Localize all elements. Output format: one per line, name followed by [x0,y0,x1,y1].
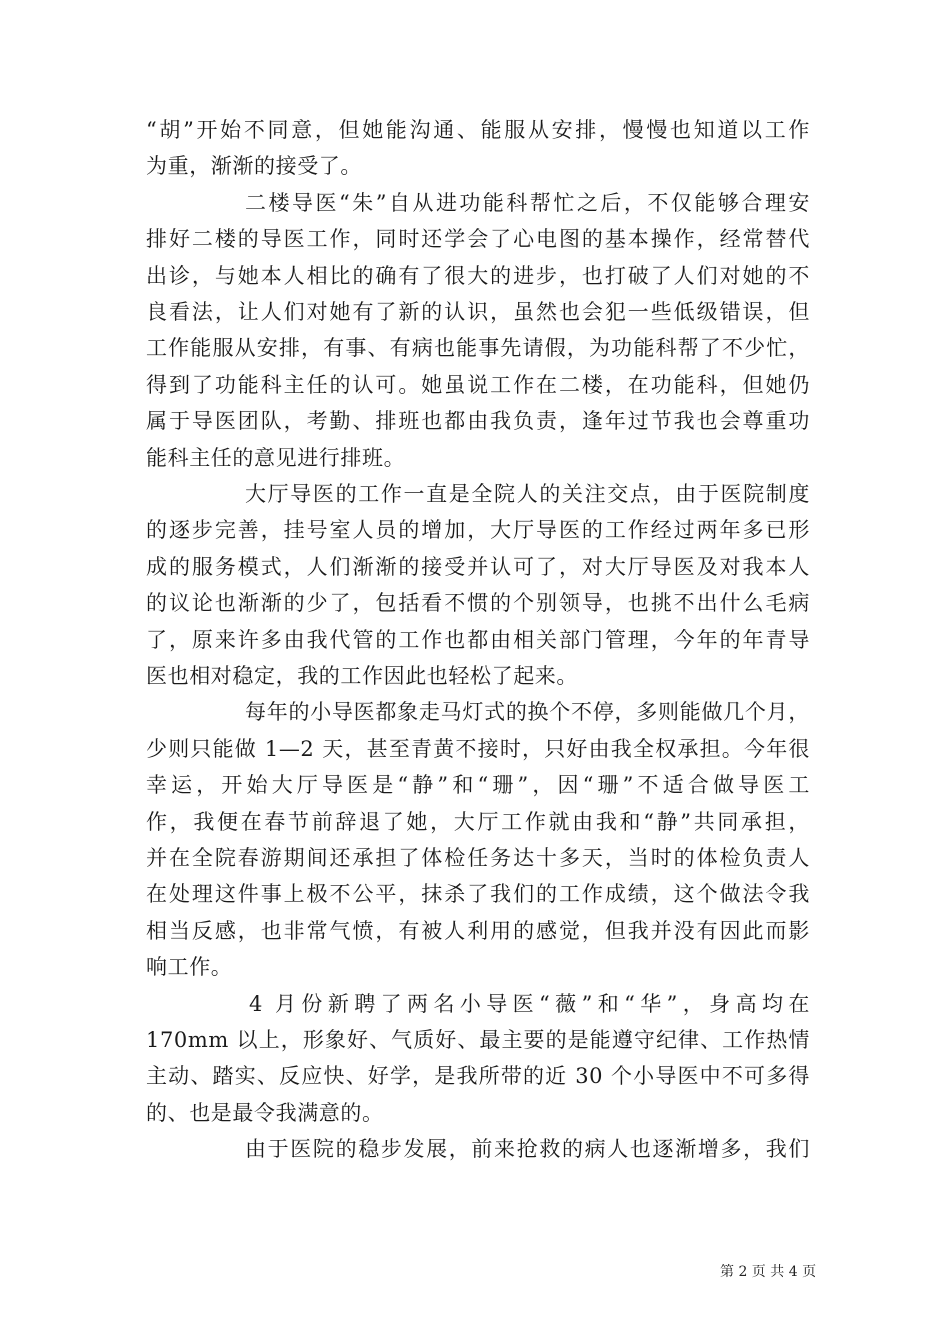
text-line: 的议论也渐渐的少了，包括看不惯的个别领导，也挑不出什么毛病 [146,591,810,615]
text-line: 良看法，让人们对她有了新的认识，虽然也会犯一些低级错误，但 [146,300,810,324]
paragraph-start-line: 大厅导医的工作一直是全院人的关注交点，由于医院制度 [245,482,810,506]
text-line: 医也相对稳定，我的工作因此也轻松了起来。 [146,664,578,688]
text-line: 得到了功能科主任的认可。她虽说工作在二楼，在功能科，但她仍 [146,373,810,397]
text-line: “胡”开始不同意，但她能沟通、能服从安排，慢慢也知道以工作 [146,118,810,142]
text-line: 幸运，开始大厅导医是“静”和“珊”，因“珊”不适合做导医工 [146,773,810,797]
text-line: 为重，渐渐的接受了。 [146,154,362,178]
text-line: 相当反感，也非常气愤，有被人利用的感觉，但我并没有因此而影 [146,919,810,943]
text-line: 的逐步完善，挂号室人员的增加，大厅导医的工作经过两年多已形 [146,518,810,542]
page-number: 第 2 页 共 4 页 [720,1264,817,1280]
paragraph-start-line: 二楼导医“朱”自从进功能科帮忙之后，不仅能够合理安 [245,191,810,215]
text-line: 属于导医团队，考勤、排班也都由我负责，逢年过节我也会尊重功 [146,409,810,433]
text-line: 工作能服从安排，有事、有病也能事先请假，为功能科帮了不少忙， [146,336,810,360]
text-line: 响工作。 [146,955,233,979]
paragraph-start-line: 4 月份新聘了两名小导医“薇”和“华”，身高均在 [249,992,810,1016]
text-line: 少则只能做 1—2 天，甚至青黄不接时，只好由我全权承担。今年很 [146,737,810,761]
text-line: 成的服务模式，人们渐渐的接受并认可了，对大厅导医及对我本人 [146,555,810,579]
text-line: 出诊，与她本人相比的确有了很大的进步，也打破了人们对她的不 [146,264,810,288]
paragraph-start-line: 每年的小导医都象走马灯式的换个不停，多则能做几个月， [245,700,810,724]
text-line: 作，我便在春节前辞退了她，大厅工作就由我和“静”共同承担， [146,810,810,834]
text-line: 排好二楼的导医工作，同时还学会了心电图的基本操作，经常替代 [146,227,810,251]
text-line: 能科主任的意见进行排班。 [146,446,406,470]
text-line: 并在全院春游期间还承担了体检任务达十多天，当时的体检负责人 [146,846,810,870]
text-line: 主动、踏实、反应快、好学，是我所带的近 30 个小导医中不可多得 [146,1064,810,1088]
text-line: 170mm 以上，形象好、气质好、最主要的是能遵守纪律、工作热情 [146,1028,810,1052]
text-line: 的、也是最令我满意的。 [146,1101,384,1125]
text-line: 在处理这件事上极不公平，抹杀了我们的工作成绩，这个做法令我 [146,882,810,906]
text-line: 了，原来许多由我代管的工作也都由相关部门管理，今年的年青导 [146,628,810,652]
paragraph-start-line: 由于医院的稳步发展，前来抢救的病人也逐渐增多，我们 [245,1137,810,1161]
